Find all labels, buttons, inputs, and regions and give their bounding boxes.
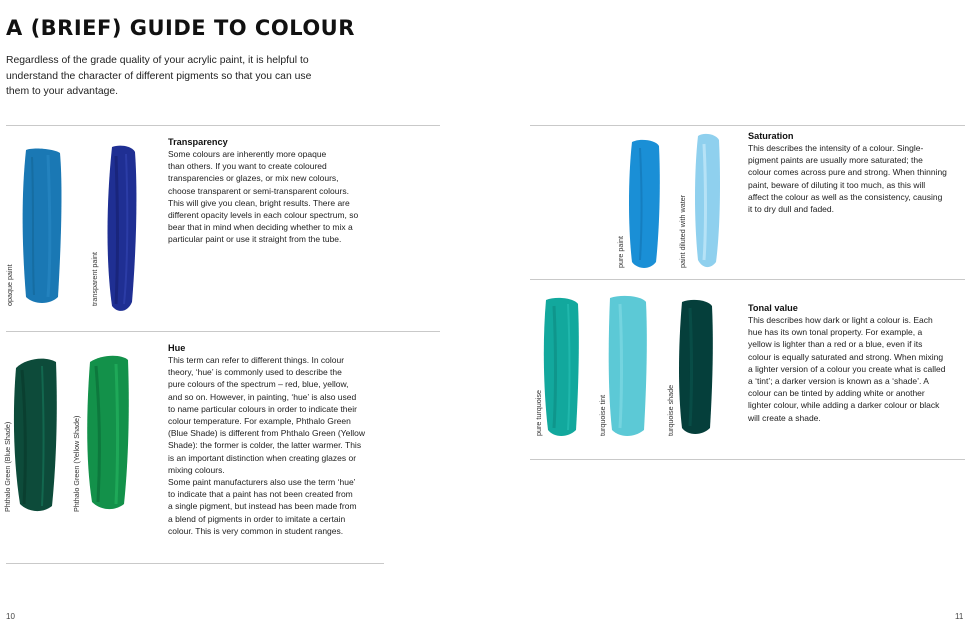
swatch-label: pure turquoise [534,390,543,436]
swatch-paint-diluted-with-water [692,132,722,270]
section-heading-saturation: Saturation [748,131,794,141]
divider [530,125,965,126]
swatch-label: pure paint [616,236,625,268]
swatch-label: transparent paint [90,252,99,306]
divider [6,563,384,564]
section-heading-hue: Hue [168,343,186,353]
page-number-left: 10 [6,612,15,621]
swatch-phthalo-green-blue-shade [12,356,60,514]
page-number-right: 11 [955,612,964,621]
swatch-turquoise-tint [606,294,650,438]
divider [6,331,440,332]
divider [6,125,440,126]
divider [530,459,965,460]
swatch-phthalo-green-yellow-shade [84,354,132,512]
section-body-saturation: This describes the intensity of a colour. Single- pigment paints are usually more saturated; the colour comes across pure and strong. When thinning paint, beware of diluting it too much, as this will affect the colour as well as the consistency, causing it to dry dull and faded. [748,143,947,215]
divider [530,279,965,280]
swatch-label: Phthalo Green (Yellow Shade) [72,415,81,512]
swatch-label: turquoise shade [666,384,675,436]
swatch-pure-paint [626,138,662,270]
section-heading-tonal-value: Tonal value [748,303,798,313]
section-heading-transparency: Transparency [168,137,228,147]
swatch-label: paint diluted with water [678,194,687,268]
page-title: A (BRIEF) GUIDE TO COLOUR [6,16,355,40]
swatch-opaque-paint [20,147,64,307]
section-body-tonal-value: This describes how dark or light a colour is. Each hue has its own tonal property. For example, a yellow is lighter than a red or a blue, even if its colour is equally saturated and strong. When mixing a lighter version of a colour you create what is called a ‘tint’; a darker version is known as a ‘shade’. A colour can be tinted by adding white or another lighter colour, while adding a darker colour or black will create a shade. [748,315,946,423]
intro-paragraph: Regardless of the grade quality of your acrylic paint, it is helpful to understand the character of different pigments so that you can use them to your advantage. [6,55,312,97]
swatch-label: Phthalo Green (Blue Shade) [3,421,12,512]
section-body-transparency: Some colours are inherently more opaque than others. If you want to create coloured transparencies or glazes, or mix new colours, choose transparent or semi-transparent colours. This will give you clean, bright results. There are different opacity levels in each colour spectrum, so bear that in mind when deciding whether to mix a particular paint or use it straight from the tube. [168,149,359,245]
swatch-label: opaque paint [5,264,14,306]
swatch-transparent-paint [102,144,138,314]
section-body-hue: This term can refer to different things. In colour theory, ‘hue’ is commonly used to describe the pure colours of the spectrum – red, blue, yellow, and so on. However, in painting, ‘hue’ is also used to name particular colours in order to indicate their colour temperature. For example, Phthalo Green (Blue Shade) is different from Phthalo Green (Yellow Shade): the former is colder, the latter warmer. This is an important distinction when creating glazes or mixing colours. Some paint manufacturers also use the term ‘hue’ to indicate that a paint has not been created from a single pigment, but instead has been made from a blend of pigments in order to imitate a certain colour. This is very common in student ranges. [168,355,366,536]
swatch-pure-turquoise [542,296,582,438]
swatch-label: turquoise tint [598,394,607,436]
swatch-turquoise-shade [676,298,716,436]
